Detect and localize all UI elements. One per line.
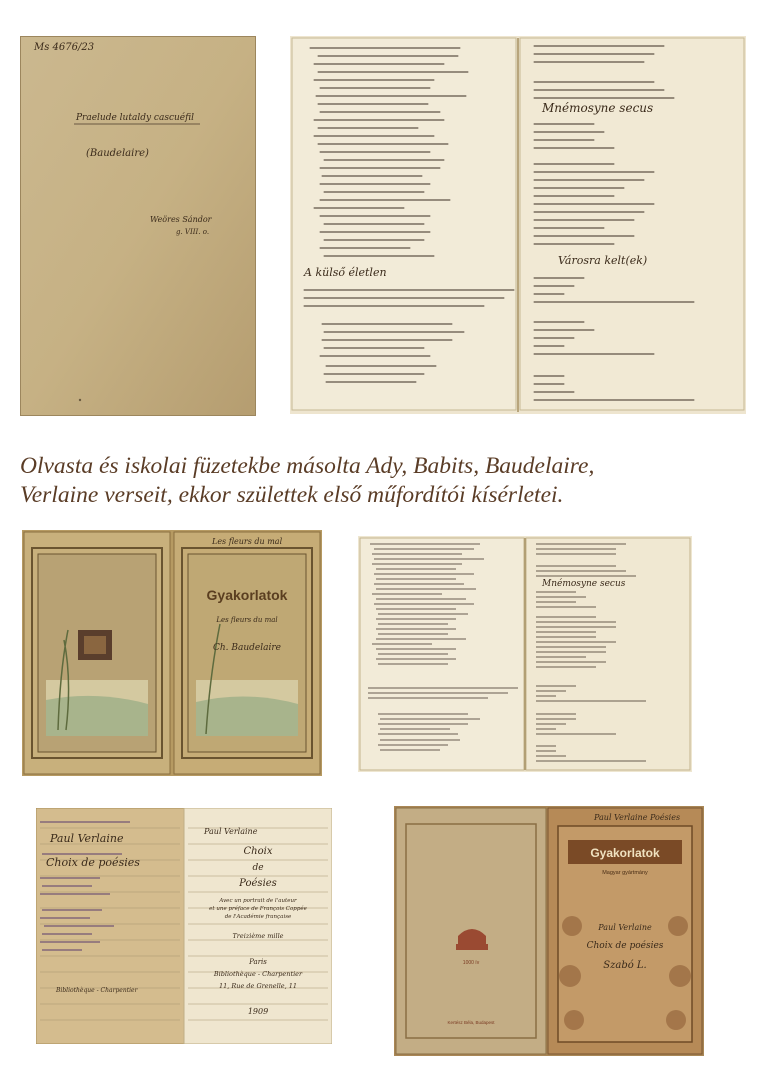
photo-booklet-baudelaire [22,530,322,776]
photo-booklet-verlaine [394,806,704,1056]
booklet-verlaine-brand: Gyakorlatok [590,846,660,860]
notebook-mid-image [358,536,692,772]
verlaine-right-place: Paris [249,958,267,966]
verlaine-left-title-2: Choix de poésies [46,856,140,869]
notebook-mid-heading: Mnémosyne secus [542,579,626,589]
verlaine-right-title-3: Poésies [239,878,277,889]
verlaine-right-publisher: Bibliothèque - Charpentier [213,970,303,978]
verlaine-right-line-4: Treizième mille [232,932,284,940]
verlaine-right-title-1: Choix [243,846,273,857]
cover-title: Praelude lutaldy cascuéfil [76,113,194,123]
booklet-verlaine-top-note: Paul Verlaine Poésies [594,813,681,822]
booklet-baudelaire-author: Ch. Baudelaire [212,643,282,653]
notebook-top-image [290,36,746,414]
booklet-verlaine-title: Choix de poésies [586,941,664,951]
verlaine-left-title-1: Paul Verlaine [50,832,124,845]
photo-open-notebook-mid [358,536,692,772]
booklet-baudelaire-subtitle: Les fleurs du mal [216,616,278,624]
booklet-verlaine-author: Paul Verlaine [598,923,652,932]
caption-line-1: Olvasta és iskolai füzetekbe másolta Ady, Babits, Baudelaire, [20,453,595,479]
notebook-top-heading-right-1: Mnémosyne secus [542,101,654,115]
booklet-verlaine-image [394,806,704,1056]
booklet-baudelaire-brand: Gyakorlatok [206,587,288,603]
notebook-top-heading-left: A külső életlen [304,266,387,279]
booklet-verlaine-left-footer: Kertész Béla, Budapest [447,1020,495,1025]
booklet-baudelaire-image [22,530,322,776]
verlaine-right-author: Paul Verlaine [204,827,258,836]
caption-line-2: Verlaine verseit, ekkor születtek első műfordítói kísérletei. [20,482,564,508]
photo-open-notebook-top [290,36,746,414]
booklet-verlaine-left-price: 1000 ív [462,960,480,966]
booklet-baudelaire-top-note: Les fleurs du mal [212,537,283,546]
booklet-verlaine-owner: Szabó L. [603,960,647,971]
verlaine-right-title-2: de [252,863,264,873]
caption [20,452,750,510]
photo-verlaine-notebook [36,808,332,1044]
cover-top-image [20,36,256,416]
verlaine-left-publisher: Bibliothèque - Charpentier [56,987,138,994]
cover-author: Weöres Sándor [150,215,212,224]
verlaine-right-address: 11, Rue de Grenelle, 11 [218,982,298,990]
photo-notebook-cover-top [20,36,256,416]
notebook-top-heading-right-2: Városra kelt(ek) [558,254,648,267]
verlaine-right-line-2: et une préface de François Coppée [209,906,307,912]
cover-subtitle: (Baudelaire) [86,148,149,159]
verlaine-notebook-image [36,808,332,1044]
verlaine-right-line-3: de l'Académie française [224,914,292,920]
verlaine-right-line-1: Avec un portrait de l'auteur [219,898,297,904]
cover-shelfmark: Ms 4676/23 [34,42,95,53]
cover-class: g. VIII. o. [176,228,210,236]
verlaine-right-year: 1909 [247,1007,269,1016]
booklet-verlaine-brand-sub: Magyar gyártmány [602,870,648,876]
